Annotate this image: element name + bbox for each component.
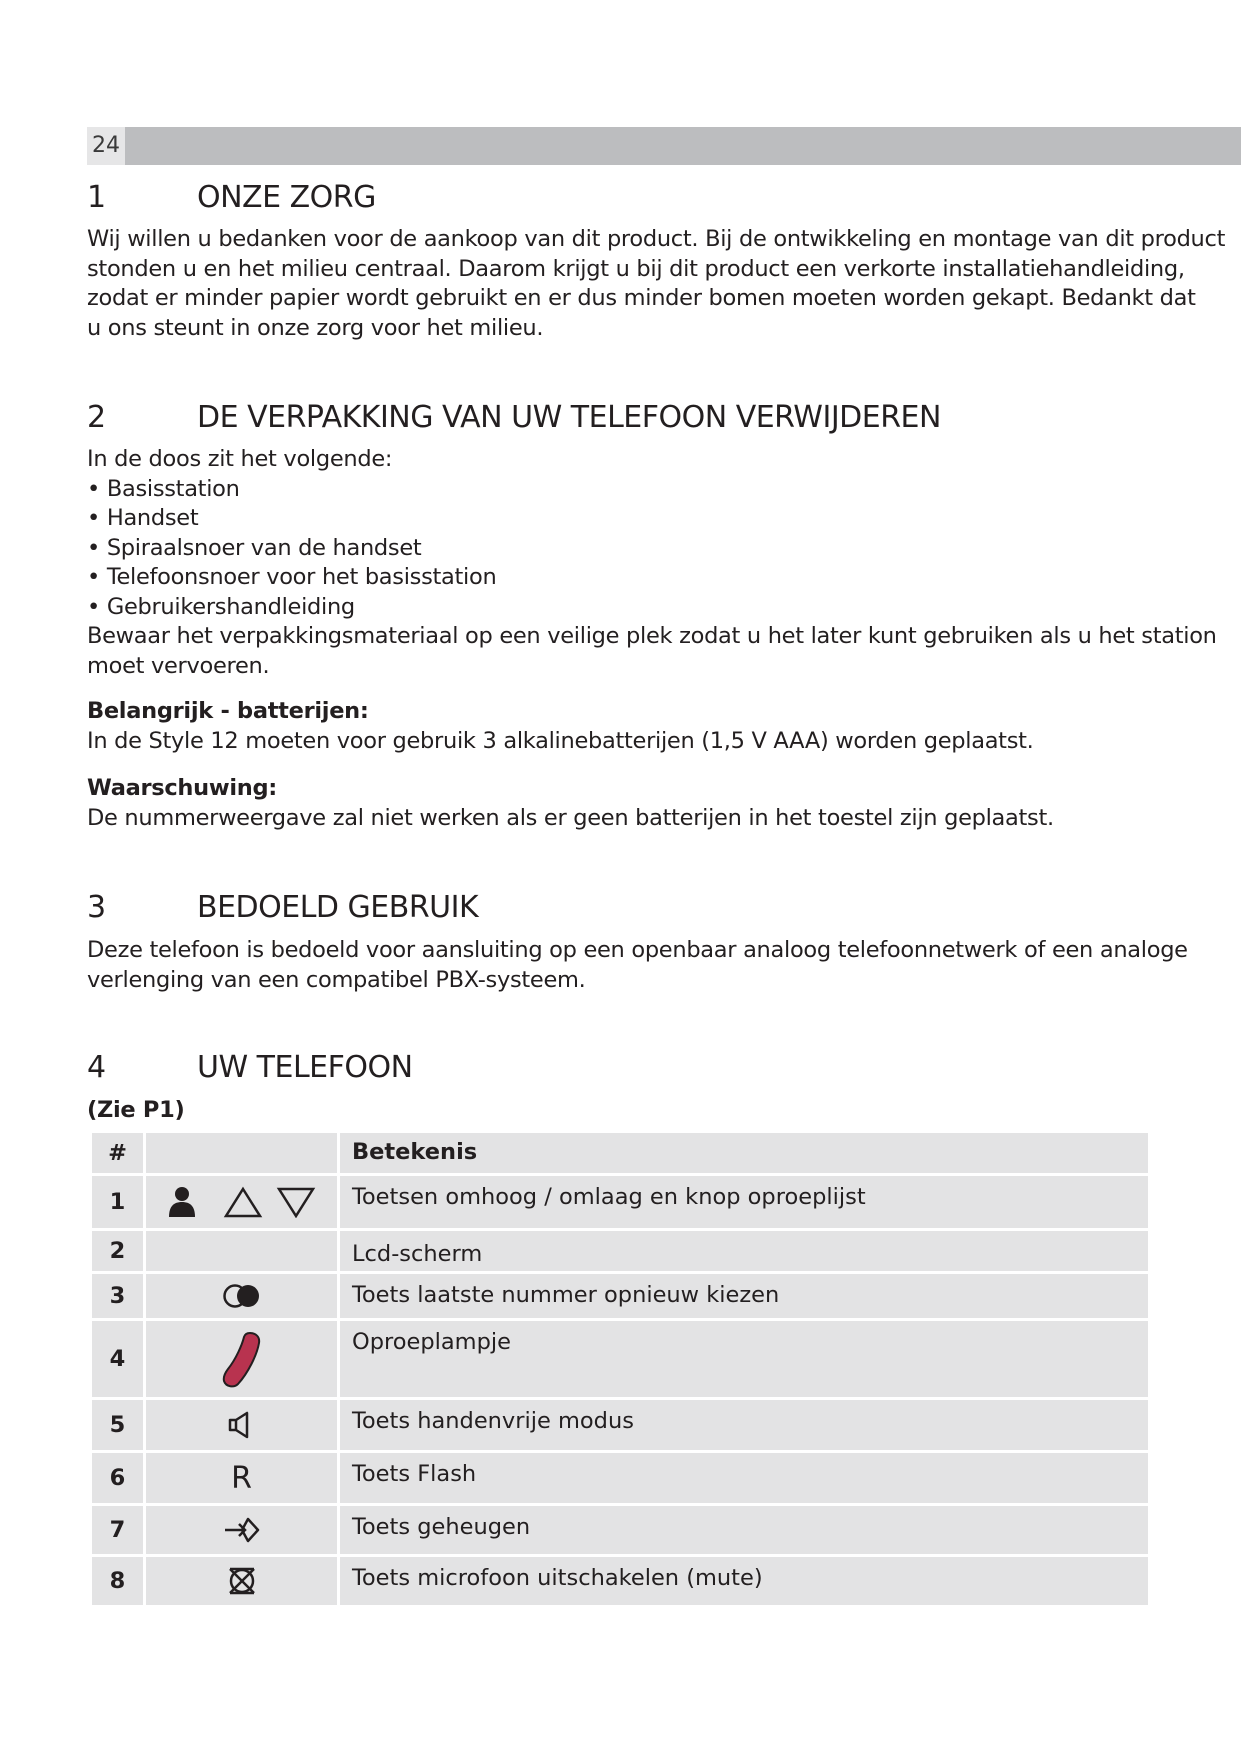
flash-icon: R — [231, 1460, 252, 1496]
table-row — [92, 1321, 1148, 1397]
speaker-icon — [227, 1410, 257, 1440]
section-3-heading — [87, 890, 478, 925]
page-number: 24 — [87, 127, 125, 165]
row-meaning: Toets microfoon uitschakelen (mute) — [340, 1557, 1148, 1605]
see-reference: (Zie P1) — [87, 1097, 185, 1123]
text-line: zodat er minder papier wordt gebruikt en er dus minder bomen moeten worden gekapt. Bedankt dat — [87, 285, 1196, 311]
row-num: 1 — [92, 1176, 143, 1228]
section-number: 2 — [87, 400, 106, 435]
important-text: In de Style 12 moeten voor gebruik 3 alkalinebatterijen (1,5 V AAA) worden geplaatst. — [87, 727, 1034, 754]
row-meaning: Toets laatste nummer opnieuw kiezen — [340, 1274, 1148, 1318]
row-meaning: Toets geheugen — [340, 1506, 1148, 1554]
row-num: 8 — [92, 1557, 143, 1605]
section-number: 1 — [87, 180, 106, 215]
redial-icon — [222, 1283, 262, 1309]
section-2-heading — [87, 400, 941, 435]
table-row — [92, 1400, 1148, 1450]
row-meaning: Lcd-scherm — [340, 1231, 1148, 1271]
important-note — [87, 697, 1154, 756]
section-title: DE VERPAKKING VAN UW TELEFOON VERWIJDEREN — [197, 400, 941, 435]
section-1-text — [87, 225, 1226, 343]
warning-label: Waarschuwing: — [87, 775, 277, 801]
header-num: # — [92, 1133, 143, 1173]
page-header-bar — [87, 127, 1241, 165]
list-item: • Spiraalsnoer van de handset — [87, 534, 422, 561]
list-item: • Basisstation — [87, 475, 240, 502]
table-row — [92, 1231, 1148, 1271]
list-item: • Telefoonsnoer voor het basisstation — [87, 564, 497, 590]
text-line: Deze telefoon is bedoeld voor aansluiting op een openbaar analoog telefoonnetwerk of een analoge — [87, 937, 1188, 963]
section-4-heading — [87, 1050, 413, 1085]
text-line: verlenging van een compatibel PBX-systeem. — [87, 966, 586, 993]
table-row — [92, 1453, 1148, 1503]
table-row — [92, 1557, 1148, 1605]
warning-text: De nummerweergave zal niet werken als er geen batterijen in het toestel zijn geplaatst. — [87, 804, 1054, 831]
row-num: 4 — [92, 1321, 143, 1397]
warning-note — [87, 774, 1154, 833]
list-item: • Handset — [87, 505, 199, 531]
important-label: Belangrijk - batterijen: — [87, 698, 369, 724]
section-number: 3 — [87, 890, 106, 925]
section-title: BEDOELD GEBRUIK — [197, 890, 479, 925]
section-1-heading — [87, 180, 376, 215]
row-num: 3 — [92, 1274, 143, 1318]
memory-icon — [223, 1516, 261, 1544]
section-2-text — [87, 445, 1217, 681]
header-icon — [146, 1133, 337, 1173]
call-lamp-icon — [220, 1329, 264, 1389]
table-row — [92, 1506, 1148, 1554]
row-icon-cell — [146, 1453, 337, 1503]
row-num: 7 — [92, 1506, 143, 1554]
row-icon-cell — [146, 1557, 337, 1605]
row-meaning: Toetsen omhoog / omlaag en knop oproeplijst — [340, 1176, 1148, 1228]
list-item: • Gebruikershandleiding — [87, 593, 355, 620]
row-meaning: Toets Flash — [340, 1453, 1148, 1503]
text-line: Bewaar het verpakkingsmateriaal op een veilige plek zodat u het later kunt gebruiken als u het station — [87, 623, 1217, 649]
box-contents-intro: In de doos zit het volgende: — [87, 446, 393, 472]
text-line: Wij willen u bedanken voor de aankoop van dit product. Bij de ontwikkeling en montage van dit product — [87, 226, 1226, 252]
row-icon-cell — [146, 1321, 337, 1397]
text-line: moet vervoeren. — [87, 652, 270, 679]
table-row — [92, 1176, 1148, 1228]
row-icon-cell — [146, 1176, 337, 1228]
row-meaning: Toets handenvrije modus — [340, 1400, 1148, 1450]
row-num: 5 — [92, 1400, 143, 1450]
section-3-text — [87, 936, 1188, 995]
text-line: stonden u en het milieu centraal. Daarom krijgt u bij dit product een verkorte installatiehandleiding, — [87, 255, 1185, 282]
row-icon-cell — [146, 1506, 337, 1554]
section-number: 4 — [87, 1050, 106, 1085]
row-icon-cell — [146, 1400, 337, 1450]
table-header-row — [92, 1133, 1148, 1173]
header-meaning: Betekenis — [340, 1133, 1148, 1173]
contacts-person-icon — [167, 1186, 197, 1218]
section-title: ONZE ZORG — [197, 180, 376, 215]
up-arrow-icon — [223, 1186, 263, 1218]
row-icon-cell — [146, 1231, 337, 1271]
row-meaning: Oproeplampje — [340, 1321, 1148, 1397]
table-row — [92, 1274, 1148, 1318]
row-icon-cell — [146, 1274, 337, 1318]
mute-icon — [227, 1566, 257, 1596]
row-num: 2 — [92, 1231, 143, 1271]
text-line: u ons steunt in onze zorg voor het milieu. — [87, 314, 544, 341]
row-num: 6 — [92, 1453, 143, 1503]
section-title: UW TELEFOON — [197, 1050, 413, 1085]
key-table — [89, 1130, 1151, 1608]
down-arrow-icon — [276, 1186, 316, 1218]
